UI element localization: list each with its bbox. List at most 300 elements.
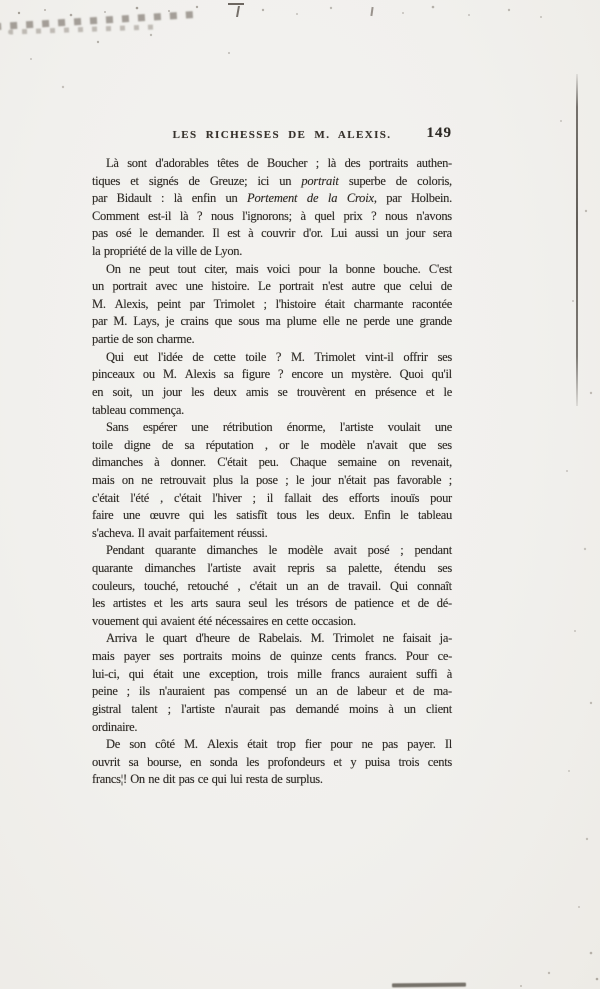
word: avait: [252, 561, 276, 576]
word: les: [246, 754, 260, 769]
word: l'artiste: [339, 420, 374, 435]
word: une: [191, 420, 209, 435]
word: pose: [256, 472, 278, 487]
text-line: [92, 736, 452, 754]
word: portrait: [301, 173, 339, 188]
word: est-il: [147, 208, 172, 223]
word: compensé: [238, 684, 287, 699]
word: couvrir: [261, 226, 296, 241]
word: Portement: [247, 191, 298, 206]
word: cents: [427, 754, 452, 769]
word: c'était: [249, 578, 277, 593]
word: c'était: [173, 490, 202, 505]
word: de: [149, 244, 161, 259]
word: la: [164, 244, 173, 259]
text-line: [92, 313, 452, 331]
word: travail.: [348, 578, 381, 593]
word: talent: [131, 701, 158, 716]
word: M.: [290, 349, 305, 364]
word: ordinaire.: [92, 719, 138, 734]
word: Trimolet: [213, 296, 255, 311]
word: client: [425, 701, 452, 716]
text-line: [92, 542, 452, 560]
word: qui: [211, 772, 227, 787]
word: ne: [129, 261, 141, 276]
word: gistral: [92, 701, 122, 716]
word: posé: [367, 543, 390, 558]
word: cette: [213, 349, 236, 364]
page-body: [92, 155, 452, 789]
word: son: [129, 737, 146, 752]
text-line: [92, 278, 452, 296]
text-line: [92, 296, 452, 314]
word: Le: [257, 279, 271, 294]
word: d'or.: [303, 226, 323, 241]
word: seul: [248, 596, 268, 611]
word: artistes: [112, 596, 146, 611]
word: signés: [148, 173, 179, 188]
word: avec: [155, 279, 178, 294]
word: faisait: [402, 631, 431, 646]
word: pour: [430, 490, 452, 505]
word: lui-ci,: [92, 666, 120, 681]
word: peu.: [258, 455, 279, 470]
word: Arriva: [106, 631, 137, 646]
running-title: LES RICHESSES DE M. ALEXIS.: [172, 129, 392, 141]
word: jour: [162, 384, 182, 399]
word: de: [192, 349, 204, 364]
word: des: [344, 156, 361, 170]
word: il: [266, 490, 274, 505]
word: têtes: [217, 156, 239, 170]
scan-specks-artifact: [0, 0, 2, 2]
word: commença.: [129, 402, 184, 417]
word: le: [145, 631, 154, 646]
text-line: [92, 331, 452, 349]
word: pas: [269, 701, 286, 716]
text-line: [92, 595, 452, 613]
word: M.: [310, 631, 325, 646]
word: mille: [297, 666, 322, 681]
word: exception,: [209, 666, 258, 681]
text-line: [92, 648, 452, 666]
word: Alexis,: [114, 296, 149, 311]
word: pas: [373, 472, 390, 487]
word: n'auraient: [158, 684, 205, 699]
text-line: [92, 366, 452, 384]
word: ne: [361, 737, 373, 752]
word: ?: [278, 367, 284, 382]
word: suffi: [416, 666, 438, 681]
word: tout: [177, 261, 196, 276]
word: propriété: [103, 244, 147, 259]
word: de: [122, 332, 134, 347]
word: ne: [382, 631, 394, 646]
word: dé-: [436, 596, 452, 611]
paragraph: [92, 630, 452, 736]
word: un: [403, 701, 416, 716]
word: enfin: [191, 191, 216, 206]
word: de: [417, 596, 429, 611]
word: bourse,: [147, 754, 182, 769]
word: l'idée: [157, 349, 183, 364]
word: par: [386, 191, 402, 206]
word: Sans: [106, 420, 129, 435]
word: d'heure: [195, 631, 230, 646]
word: le: [295, 472, 305, 487]
word: ;: [285, 472, 289, 487]
word: les: [306, 508, 320, 523]
word: en: [92, 384, 104, 399]
word: semaine: [337, 455, 377, 470]
word: moins: [349, 701, 379, 716]
word: le: [268, 543, 277, 558]
word: ses: [437, 349, 452, 364]
word: arts: [190, 596, 208, 611]
word: portraits: [368, 156, 408, 170]
word: Trimolet: [332, 631, 374, 646]
word: voulait: [387, 420, 421, 435]
word: espérer: [142, 420, 177, 435]
word: portrait: [112, 279, 147, 294]
word: digne: [124, 437, 151, 452]
word: Chaque: [289, 455, 327, 470]
word: par: [189, 296, 205, 311]
text-line: [92, 173, 452, 191]
word: un: [386, 226, 399, 241]
text-line: [92, 683, 452, 701]
word: en: [354, 384, 366, 399]
word: présence: [375, 384, 417, 399]
word: ?: [197, 208, 203, 223]
scan-mark-artifact: [228, 3, 244, 18]
word: les: [213, 508, 227, 523]
word: se: [277, 384, 288, 399]
word: de: [395, 173, 407, 188]
word: parfaitement: [174, 525, 234, 540]
text-line: [92, 701, 452, 719]
word: C'est: [428, 261, 452, 276]
word: de: [238, 631, 250, 646]
word: sa: [326, 561, 337, 576]
word: Holbein.: [410, 191, 452, 206]
word: avait: [333, 543, 357, 558]
word: à: [154, 455, 160, 470]
word: elle: [322, 314, 340, 329]
word: d'adorables: [155, 156, 209, 170]
word: puisa: [364, 754, 390, 769]
word: Alexis: [207, 737, 238, 752]
word: ne: [148, 772, 160, 787]
word: une: [396, 314, 414, 329]
word: que: [408, 437, 427, 452]
word: ;: [126, 684, 130, 699]
word: est: [227, 226, 241, 241]
word: de: [335, 596, 347, 611]
word: réputation: [205, 437, 254, 452]
word: Greuze;: [209, 173, 248, 188]
word: autre: [351, 279, 376, 294]
word: ce: [197, 772, 209, 787]
word: y: [350, 754, 357, 769]
word: un: [92, 279, 104, 294]
word: ;: [263, 296, 267, 311]
word: à: [388, 701, 394, 716]
word: Il: [444, 737, 452, 752]
page-header: [92, 125, 452, 146]
word: ses: [159, 649, 174, 664]
word: bonne: [345, 261, 375, 276]
word: trois: [267, 666, 288, 681]
word: donner.: [170, 455, 206, 470]
word: quarante: [92, 561, 133, 576]
word: On: [106, 261, 121, 276]
word: l'histoire: [275, 296, 316, 311]
word: Trimolet: [314, 349, 356, 364]
word: était: [153, 666, 174, 681]
word: portrait: [279, 279, 314, 294]
word: modèle: [320, 437, 356, 452]
word: trois: [398, 754, 420, 769]
word: que: [214, 314, 232, 329]
word: les: [275, 596, 289, 611]
word: crains: [180, 314, 209, 329]
word: francs.: [364, 649, 397, 664]
word: Enfin: [364, 508, 391, 523]
word: an: [316, 684, 328, 699]
word: dimanches: [92, 455, 143, 470]
word: peut: [148, 261, 170, 276]
word: peint: [157, 296, 181, 311]
text-line: [92, 402, 452, 420]
word: satisfît: [236, 508, 268, 523]
word: payer: [123, 649, 151, 664]
word: les: [170, 596, 184, 611]
word: qu'il: [431, 367, 452, 382]
word: bouche.: [383, 261, 421, 276]
word: vint-il: [365, 349, 394, 364]
word: modèle: [287, 543, 323, 558]
word: amis: [245, 384, 269, 399]
word: dimanches: [144, 561, 196, 576]
word: Il: [212, 226, 220, 241]
word: de: [413, 684, 425, 699]
word: sous: [238, 314, 260, 329]
word: ;: [167, 701, 171, 716]
word: labeur: [356, 684, 387, 699]
word: n'était: [338, 472, 367, 487]
word: tiques: [92, 173, 121, 188]
word: qui: [189, 508, 205, 523]
word: ma-: [433, 684, 452, 699]
word: sa: [223, 367, 234, 382]
word: nous: [210, 208, 234, 223]
word: or: [279, 437, 289, 452]
word: un: [225, 191, 238, 206]
word: trouvèrent: [296, 384, 346, 399]
word: quel: [314, 208, 335, 223]
word: :: [160, 191, 165, 206]
word: mystère.: [351, 367, 392, 382]
word: un: [295, 684, 308, 699]
word: Il: [137, 525, 145, 540]
word: là: [179, 208, 189, 223]
word: demander.: [155, 226, 205, 241]
word: fier: [304, 737, 322, 752]
word: ;: [400, 543, 404, 558]
text-line: [92, 190, 452, 208]
text-line: [92, 507, 452, 525]
word: portraits: [183, 649, 223, 664]
word: jour: [406, 226, 426, 241]
word: sera: [432, 226, 452, 241]
word: tous: [276, 508, 297, 523]
word: faire: [92, 508, 114, 523]
word: une: [434, 420, 452, 435]
word: Là: [106, 156, 119, 170]
word: connaît: [417, 578, 452, 593]
word: revenait,: [411, 455, 452, 470]
text-line: [92, 630, 452, 648]
word: on: [387, 455, 400, 470]
word: réussi.: [237, 525, 268, 540]
word: en: [271, 613, 283, 628]
word: que: [383, 279, 401, 294]
word: ou: [142, 367, 155, 382]
word: les: [191, 384, 205, 399]
word: s'acheva.: [92, 525, 135, 540]
word: le: [300, 437, 309, 452]
word: nécessaires: [215, 613, 269, 628]
word: ne: [141, 472, 153, 487]
word: Qui: [106, 349, 124, 364]
word: mais: [235, 261, 259, 276]
word: par: [92, 314, 108, 329]
word: l'hiver: [212, 490, 242, 505]
paragraph: [92, 155, 452, 261]
text-line: [92, 243, 452, 261]
word: saura: [215, 596, 241, 611]
text-line: [92, 349, 452, 367]
word: était: [247, 737, 268, 752]
word: M.: [162, 367, 177, 382]
word: étendu: [394, 561, 426, 576]
word: tableau: [417, 508, 452, 523]
word: cents: [331, 649, 356, 664]
word: était: [324, 296, 345, 311]
word: demandé: [295, 701, 339, 716]
word: lui: [230, 772, 243, 787]
word: ils: [138, 684, 150, 699]
paragraph: [92, 349, 452, 419]
word: sa: [128, 754, 139, 769]
word: patience: [354, 596, 394, 611]
word: partie: [92, 332, 119, 347]
text-line: [92, 666, 452, 684]
word: cette: [286, 613, 309, 628]
word: avait: [148, 525, 171, 540]
word: une: [185, 279, 203, 294]
word: francs¦!: [92, 772, 127, 787]
word: encore: [291, 367, 323, 382]
word: charmante: [353, 296, 404, 311]
word: une: [182, 666, 200, 681]
word: toile: [92, 437, 113, 452]
page-number: 149: [426, 125, 452, 141]
word: Comment: [92, 208, 140, 223]
word: prix: [343, 208, 363, 223]
word: et: [130, 173, 139, 188]
word: Alexis: [184, 367, 216, 382]
word: quart: [162, 631, 187, 646]
word: pas: [178, 772, 195, 787]
scan-mark-artifact: [370, 7, 373, 16]
word: ma: [265, 314, 281, 329]
word: l'ignorons;: [242, 208, 292, 223]
word: aussi: [355, 226, 379, 241]
word: qui: [142, 613, 158, 628]
word: an: [307, 578, 319, 593]
text-line: [92, 578, 452, 596]
word: c'était: [92, 490, 120, 505]
text-line: [92, 613, 452, 631]
word: francs: [330, 666, 360, 681]
word: énorme,: [286, 420, 326, 435]
word: de: [306, 191, 319, 206]
text-line: [92, 208, 452, 226]
word: ;: [448, 472, 452, 487]
word: ja-: [439, 631, 452, 646]
word: trésors: [296, 596, 328, 611]
word: une: [122, 508, 141, 523]
word: mais: [92, 472, 115, 487]
word: les: [92, 596, 105, 611]
word: profondeurs: [267, 754, 325, 769]
word: la: [92, 244, 101, 259]
word: et: [395, 684, 404, 699]
text-line: [92, 384, 452, 402]
word: superbe: [348, 173, 386, 188]
word: pendant: [414, 543, 452, 558]
word: son: [136, 332, 154, 347]
word: la: [240, 472, 249, 487]
paragraph: [92, 736, 452, 789]
scan-streak-artifact: [8, 24, 158, 34]
word: mais: [92, 649, 115, 664]
word: ;: [252, 490, 256, 505]
word: Rabelais.: [258, 631, 302, 646]
word: on: [121, 472, 134, 487]
word: un: [331, 367, 344, 382]
word: Quoi: [399, 367, 424, 382]
word: grande: [419, 314, 452, 329]
word: de: [247, 156, 259, 170]
text-line: [92, 155, 452, 173]
word: n'avons: [416, 208, 452, 223]
word: retrouvait: [159, 472, 206, 487]
word: celui: [409, 279, 433, 294]
word: C'était: [217, 455, 248, 470]
word: auraient: [368, 666, 407, 681]
word: je: [165, 314, 175, 329]
word: ouvrit: [92, 754, 121, 769]
word: en: [190, 754, 202, 769]
text-line: [92, 719, 452, 737]
word: nous: [385, 208, 408, 223]
word: ses: [437, 437, 452, 452]
word: le: [139, 226, 148, 241]
word: occasion.: [311, 613, 356, 628]
